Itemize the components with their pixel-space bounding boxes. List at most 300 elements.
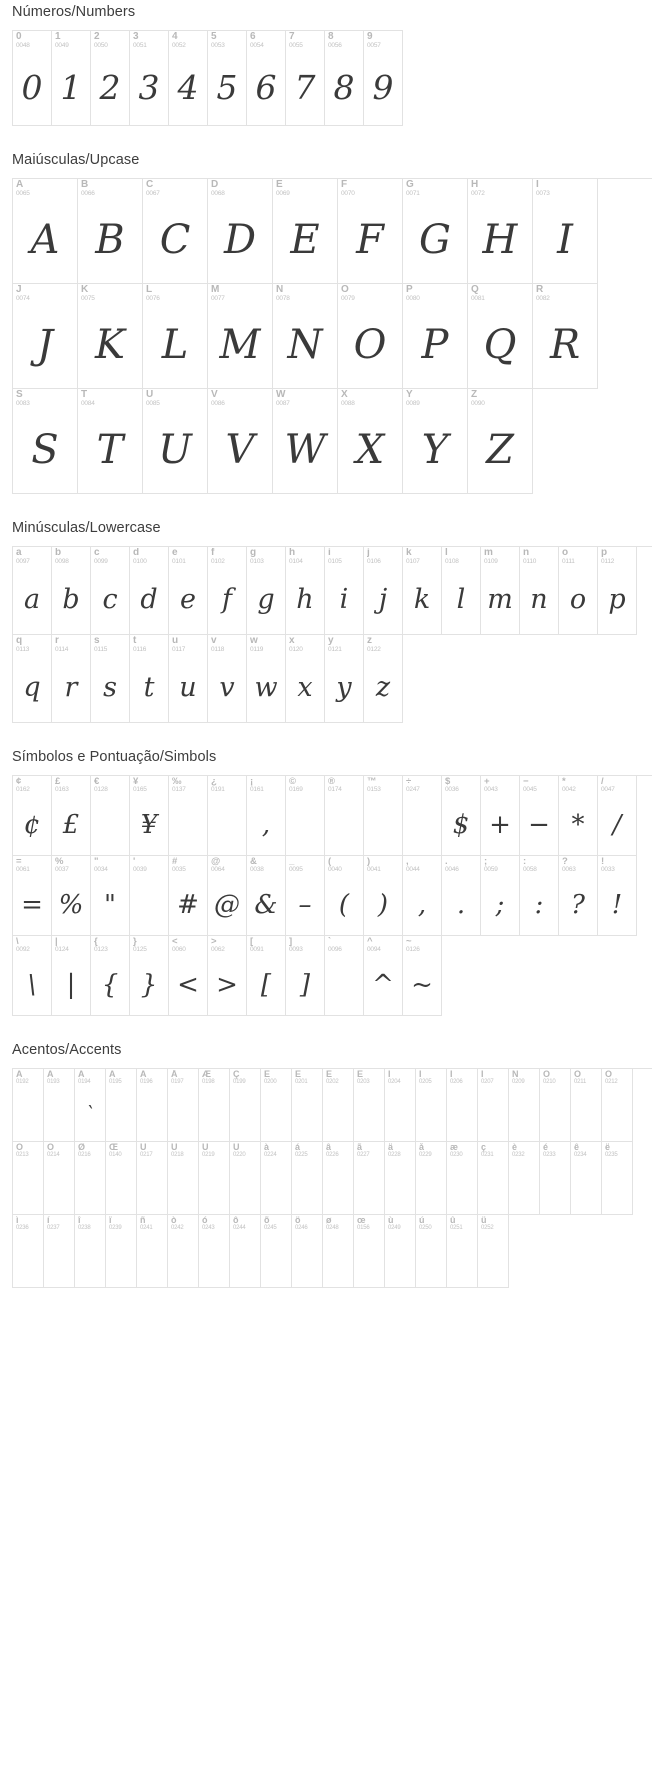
glyph-cell[interactable] (338, 179, 403, 284)
glyph-cell[interactable] (323, 1069, 354, 1142)
glyph-cell[interactable] (273, 284, 338, 389)
glyph-cell[interactable] (13, 389, 78, 494)
glyph-char-label: Z (471, 390, 478, 400)
glyph-char-label: ) (367, 857, 371, 867)
glyph-cell[interactable] (247, 776, 286, 856)
glyph-cell[interactable] (130, 31, 169, 126)
glyph-cell[interactable] (261, 1142, 292, 1215)
glyph-cell[interactable] (169, 856, 208, 936)
glyph-cell[interactable] (13, 1215, 44, 1288)
glyph-cell[interactable] (13, 776, 52, 856)
glyph-cell[interactable] (478, 1142, 509, 1215)
glyph-preview (478, 1233, 508, 1287)
glyph-cell[interactable] (325, 856, 364, 936)
glyph-cell[interactable] (540, 1142, 571, 1215)
glyph-cell[interactable] (247, 856, 286, 936)
glyph-cell[interactable] (13, 31, 52, 126)
glyph-char-label: Û (202, 1143, 209, 1152)
glyph-cell[interactable] (354, 1069, 385, 1142)
glyph-code-label: 0095 (289, 865, 303, 873)
glyph-header (292, 1142, 322, 1159)
glyph-cell[interactable] (442, 856, 481, 936)
glyph-preview (416, 1160, 446, 1214)
glyph-cell[interactable] (416, 1142, 447, 1215)
glyph-cell[interactable] (199, 1215, 230, 1288)
glyph-preview (385, 1160, 415, 1214)
glyph-cell[interactable] (137, 1215, 168, 1288)
glyph-preview (354, 1233, 384, 1287)
glyph-cell[interactable] (559, 776, 598, 856)
glyph-preview: H (482, 217, 518, 263)
glyph-cell[interactable] (130, 635, 169, 723)
glyph-cell[interactable] (468, 179, 533, 284)
glyph-char-label: Ö (47, 1143, 55, 1152)
glyph-preview (323, 1087, 353, 1141)
glyph-cell[interactable] (403, 936, 442, 1016)
glyph-char-label: { (94, 937, 98, 947)
glyph-cell[interactable] (106, 1215, 137, 1288)
glyph-char-label: r (55, 636, 59, 646)
glyph-header (261, 1069, 291, 1086)
glyph-cell[interactable] (168, 1069, 199, 1142)
glyph-header (468, 284, 532, 302)
glyph-char-label: f (211, 548, 215, 558)
glyph-cell[interactable] (481, 856, 520, 936)
glyph-header (325, 856, 363, 874)
glyph-cell[interactable] (13, 1069, 44, 1142)
glyph-cell[interactable] (130, 936, 169, 1016)
glyph-cell[interactable] (403, 284, 468, 389)
glyph-cell[interactable] (559, 856, 598, 936)
glyph-cell[interactable] (364, 856, 403, 936)
glyph-char-label: l (445, 548, 448, 558)
glyph-code-label: 0201 (295, 1079, 308, 1086)
glyph-cell[interactable] (75, 1142, 106, 1215)
glyph-char-label: Ó (574, 1070, 582, 1079)
glyph-preview: – (298, 889, 312, 920)
glyph-cell[interactable] (286, 31, 325, 126)
glyph-header (247, 856, 285, 874)
glyph-cell[interactable] (143, 389, 208, 494)
glyph-cell[interactable] (230, 1215, 261, 1288)
glyph-cell[interactable] (44, 1142, 75, 1215)
glyph-cell[interactable] (598, 856, 637, 936)
glyph-cell[interactable] (247, 635, 286, 723)
glyph-cell[interactable] (323, 1215, 354, 1288)
glyph-char-label: î (78, 1216, 81, 1225)
glyph-cell[interactable] (230, 1142, 261, 1215)
glyph-header (208, 179, 272, 197)
glyph-char-label: Y (406, 390, 413, 400)
glyph-cell[interactable] (247, 31, 286, 126)
glyph-cell[interactable] (13, 547, 52, 635)
glyph-cell[interactable] (230, 1069, 261, 1142)
glyph-cell[interactable] (199, 1142, 230, 1215)
glyph-header (509, 1069, 539, 1086)
glyph-char-label: É (295, 1070, 302, 1079)
glyph-char-label: ø (326, 1216, 332, 1225)
glyph-char-label: ã (357, 1143, 363, 1152)
glyph-cell[interactable] (169, 936, 208, 1016)
glyph-cell[interactable] (286, 936, 325, 1016)
glyph-cell[interactable] (143, 179, 208, 284)
glyph-cell[interactable] (481, 776, 520, 856)
glyph-cell[interactable] (540, 1069, 571, 1142)
glyph-header (52, 776, 90, 794)
glyph-char-label: U (146, 390, 154, 400)
glyph-cell[interactable] (52, 31, 91, 126)
glyph-cell[interactable] (325, 547, 364, 635)
glyph-code-label: 0047 (601, 785, 615, 793)
glyph-char-label: b (55, 548, 62, 558)
glyph-cell[interactable] (533, 179, 598, 284)
glyph-char-label: Ì (388, 1070, 391, 1079)
glyph-cell[interactable] (78, 284, 143, 389)
glyph-char-label: A (16, 180, 24, 190)
glyph-cell[interactable] (91, 776, 130, 856)
glyph-cell[interactable] (13, 635, 52, 723)
glyph-preview (44, 1160, 74, 1214)
glyph-char-label: B (81, 180, 89, 190)
glyph-cell[interactable] (325, 31, 364, 126)
glyph-char-label: Ô (605, 1070, 613, 1079)
glyph-preview (447, 1233, 477, 1287)
glyph-code-label: 0200 (264, 1079, 277, 1086)
glyph-cell[interactable] (91, 547, 130, 635)
glyph-preview (292, 1087, 322, 1141)
glyph-cell[interactable] (208, 31, 247, 126)
glyph-cell[interactable] (208, 284, 273, 389)
glyph-cell[interactable] (292, 1069, 323, 1142)
glyph-cell[interactable] (130, 776, 169, 856)
glyph-code-label: 0250 (419, 1225, 432, 1232)
glyph-preview: L (161, 322, 189, 368)
glyph-cell[interactable] (481, 547, 520, 635)
glyph-cell[interactable] (247, 936, 286, 1016)
glyph-cell[interactable] (286, 856, 325, 936)
glyph-cell[interactable] (509, 1142, 540, 1215)
glyph-cell[interactable] (364, 936, 403, 1016)
glyph-preview (447, 1160, 477, 1214)
glyph-cell[interactable] (75, 1215, 106, 1288)
glyph-preview (168, 1160, 198, 1214)
glyph-cell[interactable] (598, 547, 637, 635)
glyph-cell[interactable] (385, 1142, 416, 1215)
glyph-cell[interactable] (78, 179, 143, 284)
glyph-char-label: n (523, 548, 530, 558)
glyph-cell[interactable] (416, 1069, 447, 1142)
glyph-char-label: ^ (367, 937, 373, 947)
glyph-preview: Y (421, 427, 449, 473)
glyph-code-label: 0045 (523, 785, 537, 793)
glyph-code-label: 0043 (484, 785, 498, 793)
glyph-code-label: 0203 (357, 1079, 370, 1086)
glyph-cell[interactable] (78, 389, 143, 494)
glyph-cell[interactable] (273, 389, 338, 494)
glyph-cell[interactable] (75, 1069, 106, 1142)
glyph-cell[interactable] (323, 1142, 354, 1215)
glyph-cell[interactable] (509, 1069, 540, 1142)
glyph-preview (447, 1087, 477, 1141)
glyph-header (208, 776, 246, 794)
glyph-header (354, 1142, 384, 1159)
glyph-cell[interactable] (286, 547, 325, 635)
glyph-cell[interactable] (478, 1215, 509, 1288)
glyph-preview (323, 1233, 353, 1287)
glyph-preview: * (571, 809, 585, 840)
glyph-char-label: Ä (140, 1070, 147, 1079)
glyph-char-label: @ (211, 857, 221, 867)
glyph-cell[interactable] (208, 776, 247, 856)
glyph-cell[interactable] (403, 389, 468, 494)
glyph-preview: f (222, 584, 232, 615)
glyph-header (52, 547, 90, 565)
glyph-char-label: $ (445, 777, 451, 787)
glyph-char-label: D (211, 180, 219, 190)
glyph-cell[interactable] (52, 635, 91, 723)
glyph-preview (385, 1087, 415, 1141)
glyph-cell[interactable] (208, 547, 247, 635)
glyph-cell[interactable] (325, 776, 364, 856)
glyph-preview (323, 1160, 353, 1214)
glyph-header (143, 284, 207, 302)
glyph-preview (571, 1160, 601, 1214)
glyph-cell[interactable] (286, 635, 325, 723)
section-lowercase (0, 520, 661, 723)
glyph-cell[interactable] (416, 1215, 447, 1288)
glyph-preview: 7 (294, 67, 316, 107)
glyph-char-label: R (536, 285, 544, 295)
glyph-preview: c (102, 584, 118, 615)
glyph-cell[interactable] (168, 1142, 199, 1215)
glyph-preview: 1 (60, 67, 82, 107)
glyph-code-label: 0093 (289, 945, 303, 953)
glyph-char-label: [ (250, 937, 254, 947)
glyph-code-label: 0230 (450, 1152, 463, 1159)
glyph-preview: W (284, 427, 326, 473)
glyph-char-label: G (406, 180, 414, 190)
glyph-header (130, 936, 168, 954)
glyph-header (169, 776, 207, 794)
glyph-cell[interactable] (602, 1142, 633, 1215)
glyph-header (91, 776, 129, 794)
glyph-cell[interactable] (447, 1069, 478, 1142)
glyph-header (273, 389, 337, 407)
glyph-char-label: Ï (481, 1070, 484, 1079)
glyph-cell[interactable] (208, 389, 273, 494)
glyph-code-label: 0112 (601, 557, 615, 565)
glyph-cell[interactable] (292, 1142, 323, 1215)
glyph-cell[interactable] (468, 389, 533, 494)
glyph-cell[interactable] (325, 936, 364, 1016)
glyph-char-label: ë (605, 1143, 611, 1152)
glyph-cell[interactable] (478, 1069, 509, 1142)
glyph-cell[interactable] (52, 547, 91, 635)
glyph-header (75, 1069, 105, 1086)
glyph-preview (230, 1233, 260, 1287)
glyph-header (168, 1069, 198, 1086)
glyph-cell[interactable] (130, 547, 169, 635)
glyph-cell[interactable] (385, 1215, 416, 1288)
glyph-header (354, 1069, 384, 1086)
glyph-cell[interactable] (354, 1142, 385, 1215)
glyph-preview (44, 1087, 74, 1141)
glyph-cell[interactable] (208, 936, 247, 1016)
glyph-preview (364, 794, 402, 855)
glyph-cell[interactable] (520, 776, 559, 856)
glyph-code-label: 0140 (109, 1152, 122, 1159)
glyph-header (247, 936, 285, 954)
glyph-preview (137, 1233, 167, 1287)
glyph-cell[interactable] (130, 856, 169, 936)
glyph-preview: p (608, 584, 626, 615)
section-numbers (0, 4, 661, 126)
glyph-preview: % (58, 889, 84, 920)
glyph-preview: G (419, 217, 451, 263)
glyph-preview: u (179, 672, 197, 703)
glyph-cell[interactable] (403, 856, 442, 936)
glyph-code-label: 0063 (562, 865, 576, 873)
glyph-cell[interactable] (403, 776, 442, 856)
glyph-cell[interactable] (91, 635, 130, 723)
glyph-header (416, 1215, 446, 1232)
glyph-preview: < (177, 969, 199, 1000)
glyph-preview: ¥ (140, 809, 158, 840)
glyph-cell[interactable] (571, 1142, 602, 1215)
glyph-cell[interactable] (598, 776, 637, 856)
glyph-code-label: 0062 (211, 945, 225, 953)
glyph-char-label: } (133, 937, 137, 947)
glyph-code-label: 0048 (16, 41, 30, 49)
glyph-cell[interactable] (261, 1215, 292, 1288)
glyph-cell[interactable] (364, 776, 403, 856)
glyph-cell[interactable] (169, 635, 208, 723)
glyph-cell[interactable] (44, 1069, 75, 1142)
glyph-cell[interactable] (52, 776, 91, 856)
glyph-char-label: _ (289, 857, 295, 867)
glyph-cell[interactable] (385, 1069, 416, 1142)
glyph-code-label: 0234 (574, 1152, 587, 1159)
glyph-char-label: 8 (328, 32, 334, 42)
glyph-char-label: K (81, 285, 89, 295)
glyph-cell[interactable] (520, 547, 559, 635)
glyph-preview: " (104, 889, 116, 920)
glyph-cell[interactable] (208, 179, 273, 284)
glyph-cell[interactable] (468, 284, 533, 389)
glyph-cell[interactable] (364, 547, 403, 635)
glyph-cell[interactable] (442, 776, 481, 856)
glyph-cell[interactable] (13, 179, 78, 284)
glyph-cell[interactable] (52, 856, 91, 936)
glyph-preview (292, 1233, 322, 1287)
glyph-cell[interactable] (292, 1215, 323, 1288)
glyph-cell[interactable] (91, 936, 130, 1016)
glyph-cell[interactable] (137, 1069, 168, 1142)
glyph-cell[interactable] (403, 547, 442, 635)
glyph-cell[interactable] (364, 31, 403, 126)
glyph-cell[interactable] (325, 635, 364, 723)
glyph-code-label: 0042 (562, 785, 576, 793)
glyph-cell[interactable] (273, 179, 338, 284)
glyph-cell[interactable] (533, 284, 598, 389)
glyph-cell[interactable] (91, 856, 130, 936)
glyph-cell[interactable] (208, 856, 247, 936)
glyph-cell[interactable] (208, 635, 247, 723)
glyph-cell[interactable] (354, 1215, 385, 1288)
glyph-cell[interactable] (286, 776, 325, 856)
glyph-char-label: ‰ (172, 777, 182, 787)
glyph-header (540, 1142, 570, 1159)
glyph-cell[interactable] (106, 1142, 137, 1215)
glyph-char-label: h (289, 548, 296, 558)
glyph-cell[interactable] (442, 547, 481, 635)
glyph-cell[interactable] (247, 547, 286, 635)
glyph-code-label: 0210 (543, 1079, 556, 1086)
glyph-preview: 5 (216, 67, 238, 107)
glyph-cell[interactable] (447, 1142, 478, 1215)
glyph-preview: & (254, 889, 278, 920)
glyph-code-label: 0083 (16, 399, 30, 407)
glyph-cell[interactable] (338, 389, 403, 494)
glyph-char-label: ? (562, 857, 568, 867)
glyph-char-label: Å (171, 1070, 178, 1079)
glyph-cell[interactable] (447, 1215, 478, 1288)
glyph-char-label: à (264, 1143, 270, 1152)
glyph-preview: , (261, 809, 271, 840)
glyph-cell[interactable] (13, 1142, 44, 1215)
glyph-char-label: t (133, 636, 137, 646)
glyph-header (478, 1069, 508, 1086)
glyph-header (208, 635, 246, 653)
glyph-code-label: 0207 (481, 1079, 494, 1086)
glyph-cell[interactable] (13, 284, 78, 389)
glyph-cell[interactable] (168, 1215, 199, 1288)
glyph-char-label: ~ (406, 937, 412, 947)
glyph-cell[interactable] (364, 635, 403, 723)
glyph-cell[interactable] (338, 284, 403, 389)
glyph-cell[interactable] (169, 547, 208, 635)
glyph-cell[interactable] (520, 856, 559, 936)
glyph-cell[interactable] (559, 547, 598, 635)
glyph-preview: @ (214, 889, 240, 920)
glyph-cell[interactable] (143, 284, 208, 389)
glyph-cell[interactable] (13, 856, 52, 936)
glyph-cell[interactable] (571, 1069, 602, 1142)
glyph-preview (106, 1087, 136, 1141)
glyph-cell[interactable] (602, 1069, 633, 1142)
glyph-cell[interactable] (261, 1069, 292, 1142)
glyph-char-label: Ø (78, 1143, 86, 1152)
glyph-cell[interactable] (169, 776, 208, 856)
glyph-preview (571, 1087, 601, 1141)
glyph-preview: A (30, 217, 60, 263)
glyph-cell[interactable] (169, 31, 208, 126)
glyph-header (106, 1142, 136, 1159)
glyph-preview (403, 794, 441, 855)
glyph-char-label: ù (388, 1216, 394, 1225)
glyph-cell[interactable] (403, 179, 468, 284)
glyph-preview: 0 (21, 67, 43, 107)
glyph-cell[interactable] (199, 1069, 230, 1142)
glyph-cell[interactable] (137, 1142, 168, 1215)
glyph-preview: ! (611, 889, 623, 920)
glyph-cell[interactable] (52, 936, 91, 1016)
glyph-cell[interactable] (91, 31, 130, 126)
glyph-cell[interactable] (13, 936, 52, 1016)
glyph-cell[interactable] (106, 1069, 137, 1142)
glyph-cell[interactable] (44, 1215, 75, 1288)
glyph-header (442, 776, 480, 794)
